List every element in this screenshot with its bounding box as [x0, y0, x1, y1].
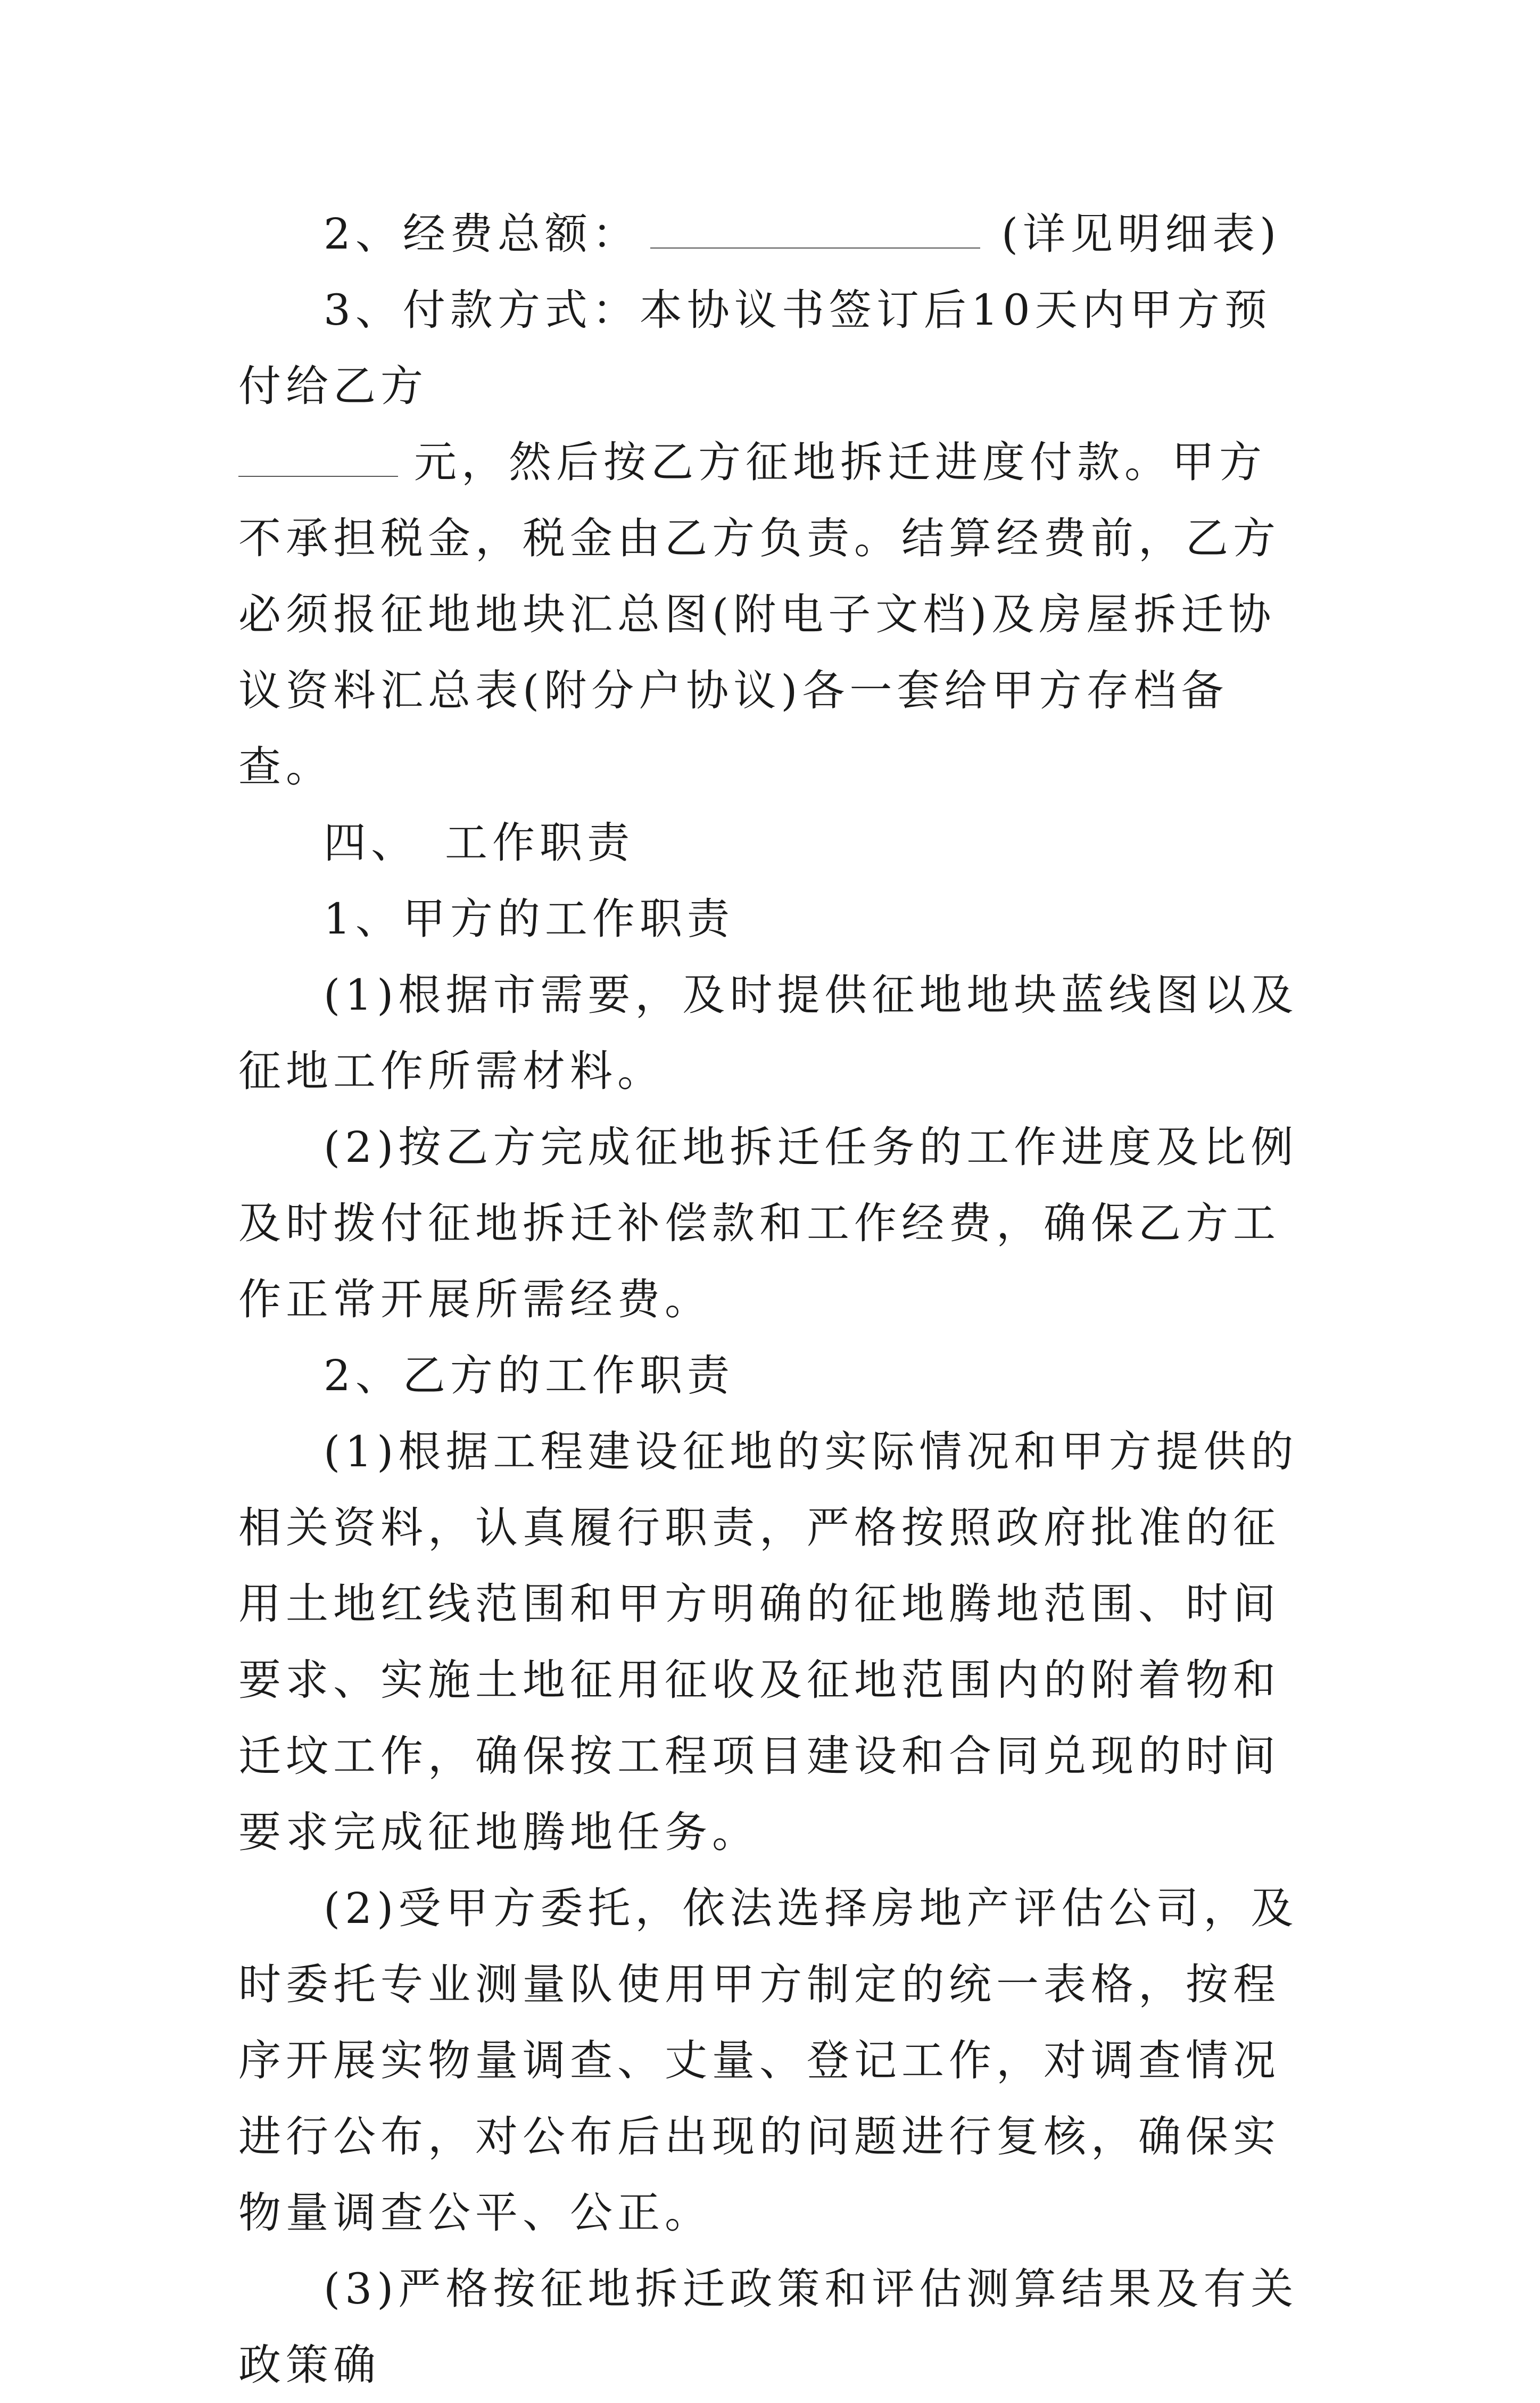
paragraph-payment-method — [238, 272, 1309, 805]
party-a-duty-2: (2)按乙方完成征地拆迁任务的工作进度及比例及时拨付征地拆迁补偿款和工作经费，确保乙方工作正常开展所需经费。 — [238, 1122, 1298, 1324]
total-budget-blank — [650, 212, 980, 249]
party-b-duty-2: (2)受甲方委托，依法选择房地产评估公司，及时委托专业测量队使用甲方制定的统一表格，按程序开展实物量调查、丈量、登记工作，对调查情况进行公布，对公布后出现的问题进行复核，确保实物量调查公平、公正。 — [238, 1884, 1298, 2237]
document-body — [238, 196, 1309, 2403]
prepayment-amount-blank — [238, 441, 398, 477]
payment-method-label: 3、付款方式：本协议书签订后10天内甲方预付给乙方 — [238, 285, 1272, 411]
section-title: 工作职责 — [445, 818, 634, 868]
party-a-duties-heading: 1、甲方的工作职责 — [324, 894, 734, 944]
total-budget-label: 2、经费总额： — [324, 209, 640, 259]
paragraph-total-budget — [238, 196, 1309, 272]
section-heading-duties — [238, 805, 1309, 881]
section-number: 四、 — [324, 818, 418, 868]
total-budget-note: (详见明细表) — [1001, 209, 1281, 259]
party-b-duty-3: (3)严格按征地拆迁政策和评估测算结果及有关政策确 — [238, 2264, 1298, 2390]
party-a-duty-1: (1)根据市需要，及时提供征地地块蓝线图以及征地工作所需材料。 — [238, 970, 1298, 1096]
payment-method-text: 元，然后按乙方征地拆迁进度付款。甲方不承担税金，税金由乙方负责。结算经费前，乙方必须报征地地块汇总图(附电子文档)及房屋拆迁协议资料汇总表(附分户协议)各一套给甲方存档备查。 — [238, 437, 1280, 791]
party-b-duty-1: (1)根据工程建设征地的实际情况和甲方提供的相关资料，认真履行职责，严格按照政府批准的征用土地红线范围和甲方明确的征地腾地范围、时间要求、实施土地征用征收及征地范围内的附着物和迁坟工作，确保按工程项目建设和合同兑现的时间要求完成征地腾地任务。 — [238, 1427, 1298, 1857]
party-b-duties-heading: 2、乙方的工作职责 — [324, 1351, 734, 1400]
